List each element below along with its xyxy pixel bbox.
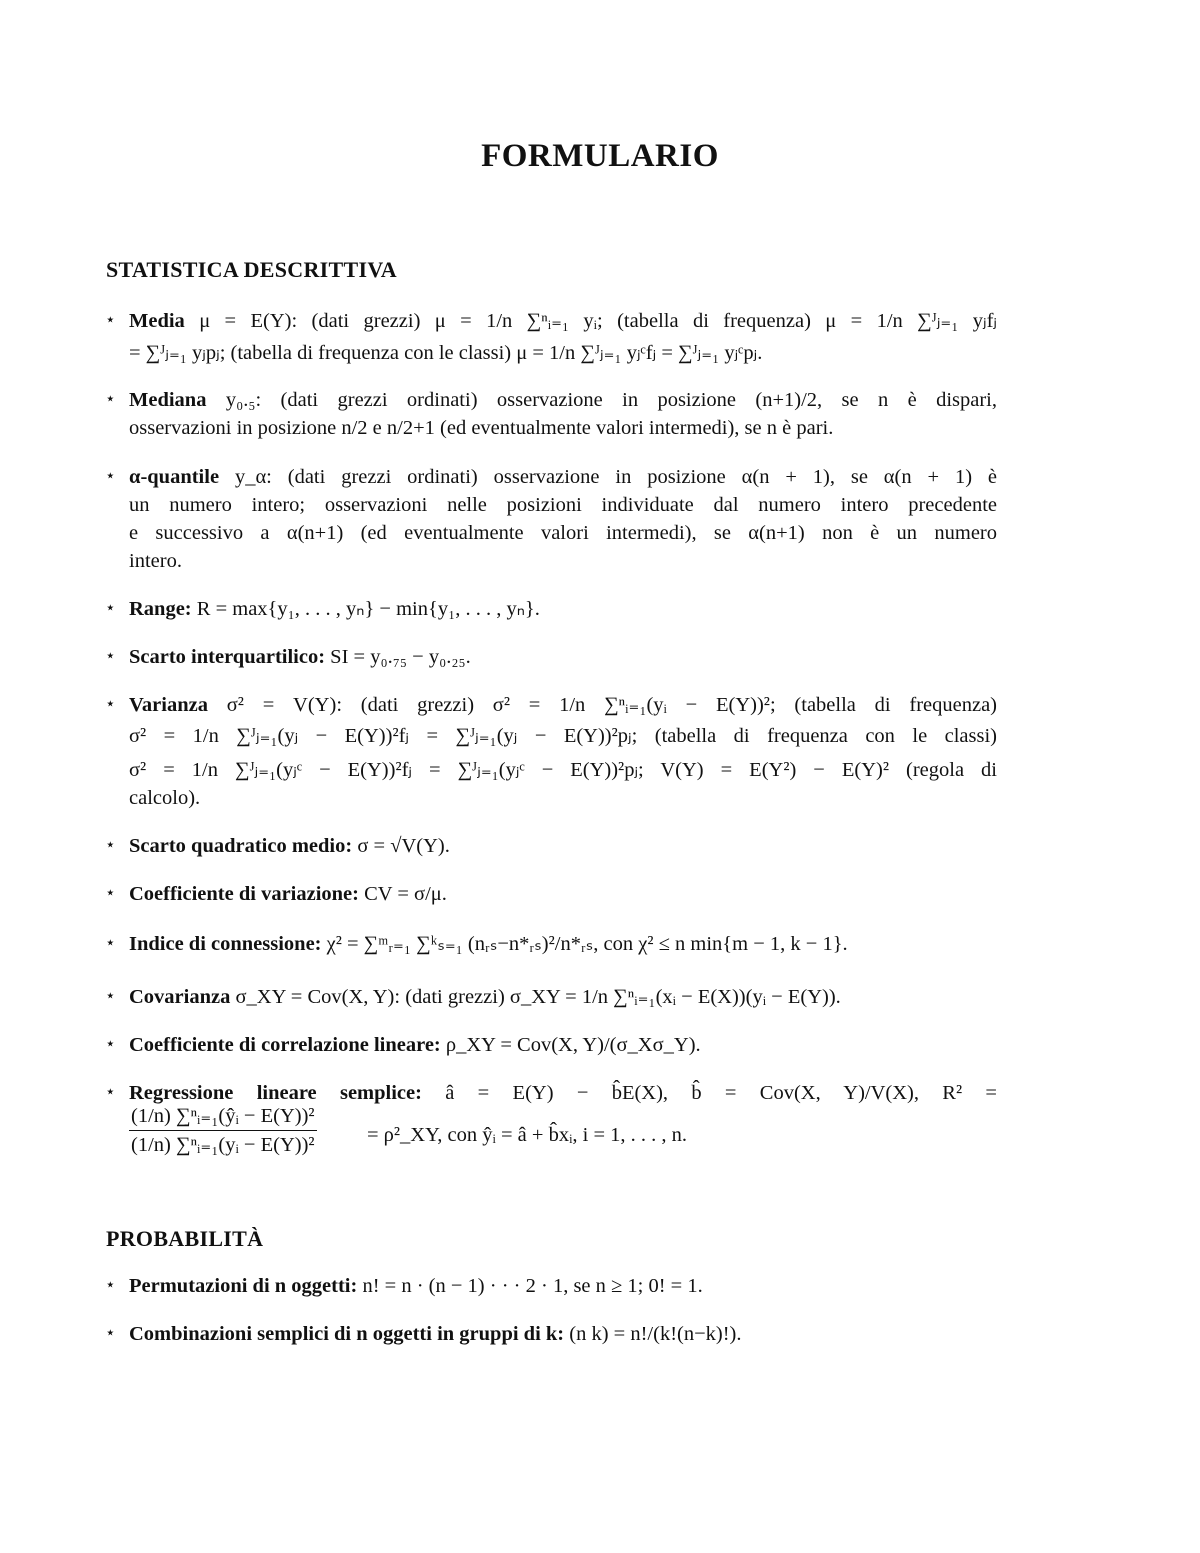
formula-label: Covarianza: [129, 986, 231, 1008]
formula-text: R = max{y₁, . . . , yₙ} − min{y₁, . . . , yₙ}.: [196, 598, 540, 620]
formula-line: osservazioni in posizione n/2 e n/2+1 (ed eventualmente valori intermedi), se n è pari.: [129, 417, 834, 439]
star-bullet-icon: ⋆: [105, 1323, 116, 1343]
formula-label: Coefficiente di variazione:: [129, 883, 359, 905]
formula-label: Coefficiente di correlazione lineare:: [129, 1034, 441, 1056]
formula-text: μ = E(Y): (dati grezzi) μ = 1/n ∑ⁿᵢ₌₁ yᵢ; (tabella di frequenza) μ = 1/n ∑ᴶⱼ₌₁ yⱼfⱼ: [199, 310, 998, 332]
formula-line: σ² = 1/n ∑ᴶⱼ₌₁(yⱼᶜ − E(Y))²fⱼ = ∑ᴶⱼ₌₁(yⱼᶜ − E(Y))²pⱼ; V(Y) = E(Y²) − E(Y)² (regola di: [129, 759, 997, 781]
formula-text: y₀.₅: (dati grezzi ordinati) osservazione in posizione (n+1)/2, se n è dispari,: [225, 389, 998, 411]
star-bullet-icon: ⋆: [105, 694, 116, 714]
formula-text: y_α: (dati grezzi ordinati) osservazione in posizione α(n + 1), se α(n + 1) è: [234, 466, 998, 488]
formula-label: Permutazioni di n oggetti:: [129, 1275, 358, 1297]
formula-line: [129, 386, 997, 414]
star-bullet-icon: ⋆: [105, 1082, 116, 1102]
section-heading-statistica: STATISTICA DESCRITTIVA: [106, 257, 397, 282]
formula-label: Mediana: [129, 389, 207, 411]
formula-line: un numero intero; osservazioni nelle posizioni individuate dal numero intero precedente: [129, 494, 997, 516]
formula-line: [129, 983, 997, 1011]
formula-line: σ² = 1/n ∑ᴶⱼ₌₁(yⱼ − E(Y))²fⱼ = ∑ᴶⱼ₌₁(yⱼ − E(Y))²pⱼ; (tabella di frequenza con le classi): [129, 725, 997, 747]
formula-line: e successivo a α(n+1) (ed eventualmente valori intermedi), se α(n+1) non è un numero: [129, 522, 997, 544]
formula-line: [129, 832, 997, 860]
star-bullet-icon: ⋆: [105, 466, 116, 486]
formula-text: ρ_XY = Cov(X, Y)/(σ_Xσ_Y).: [445, 1034, 701, 1056]
star-bullet-icon: ⋆: [105, 835, 116, 855]
star-bullet-icon: ⋆: [105, 883, 116, 903]
formula-text: â = E(Y) − b̂E(X), b̂ = Cov(X, Y)/V(X), R² =: [445, 1082, 997, 1104]
fraction-denominator: (1/n) ∑ⁿᵢ₌₁(yᵢ − E(Y))²: [131, 1134, 315, 1156]
star-bullet-icon: ⋆: [105, 389, 116, 409]
formula-line: = ρ²_XY, con ŷᵢ = â + b̂xᵢ, i = 1, . . . , n.: [367, 1124, 688, 1146]
formula-label: Scarto interquartilico:: [129, 646, 326, 668]
formula-text: SI = y₀.₇₅ − y₀.₂₅.: [330, 646, 471, 668]
r-squared-fraction: [129, 1103, 317, 1159]
formula-line: [129, 1031, 997, 1059]
formula-text: σ = √V(Y).: [357, 835, 450, 857]
formula-text: σ_XY = Cov(X, Y): (dati grezzi) σ_XY = 1/n ∑ⁿᵢ₌₁(xᵢ − E(X))(yᵢ − E(Y)).: [235, 986, 841, 1008]
page-title: FORMULARIO: [481, 138, 719, 174]
section-heading-probabilita: PROBABILITÀ: [106, 1226, 264, 1251]
formula-text: χ² = ∑ᵐᵣ₌₁ ∑ᵏₛ₌₁ (nᵣₛ−n*ᵣₛ)²/n*ᵣₛ, con χ² ≤ n min{m − 1, k − 1}.: [326, 933, 848, 955]
formula-line: [129, 691, 997, 719]
formula-text: σ² = V(Y): (dati grezzi) σ² = 1/n ∑ⁿᵢ₌₁(yᵢ − E(Y))²; (tabella di frequenza): [226, 694, 997, 716]
formula-label: Media: [129, 310, 185, 332]
formula-label: Indice di connessione:: [129, 933, 322, 955]
formula-line: [129, 1272, 997, 1300]
formula-text: (n k) = n!/(k!(n−k)!).: [569, 1323, 742, 1345]
formula-label: Varianza: [129, 694, 208, 716]
formula-line: [129, 880, 997, 908]
star-bullet-icon: ⋆: [105, 1034, 116, 1054]
formula-label: α-quantile: [129, 466, 220, 488]
formula-line: [129, 643, 997, 671]
star-bullet-icon: ⋆: [105, 933, 116, 953]
formula-line: [129, 463, 997, 491]
star-bullet-icon: ⋆: [105, 310, 116, 330]
formula-label: Combinazioni semplici di n oggetti in gruppi di k:: [129, 1323, 565, 1345]
formula-line: [129, 595, 997, 623]
formula-line: [129, 1320, 997, 1348]
formula-line: [129, 930, 997, 958]
formula-line: [129, 307, 997, 335]
fraction-numerator: (1/n) ∑ⁿᵢ₌₁(ŷᵢ − E(Y))²: [129, 1103, 317, 1131]
star-bullet-icon: ⋆: [105, 986, 116, 1006]
star-bullet-icon: ⋆: [105, 598, 116, 618]
formula-line: = ∑ᴶⱼ₌₁ yⱼpⱼ; (tabella di frequenza con le classi) μ = 1/n ∑ᴶⱼ₌₁ yⱼᶜfⱼ = ∑ᴶⱼ₌₁ yⱼᶜpⱼ.: [129, 342, 763, 364]
formula-label: Scarto quadratico medio:: [129, 835, 353, 857]
formula-line: calcolo).: [129, 787, 201, 809]
formula-label: Range:: [129, 598, 192, 620]
formula-line: intero.: [129, 550, 182, 572]
formula-text: n! = n · (n − 1) · · · 2 · 1, se n ≥ 1; 0! = 1.: [362, 1275, 703, 1297]
star-bullet-icon: ⋆: [105, 646, 116, 666]
star-bullet-icon: ⋆: [105, 1275, 116, 1295]
formula-label: Regressione lineare semplice:: [129, 1082, 422, 1104]
formula-text: CV = σ/μ.: [364, 883, 447, 905]
